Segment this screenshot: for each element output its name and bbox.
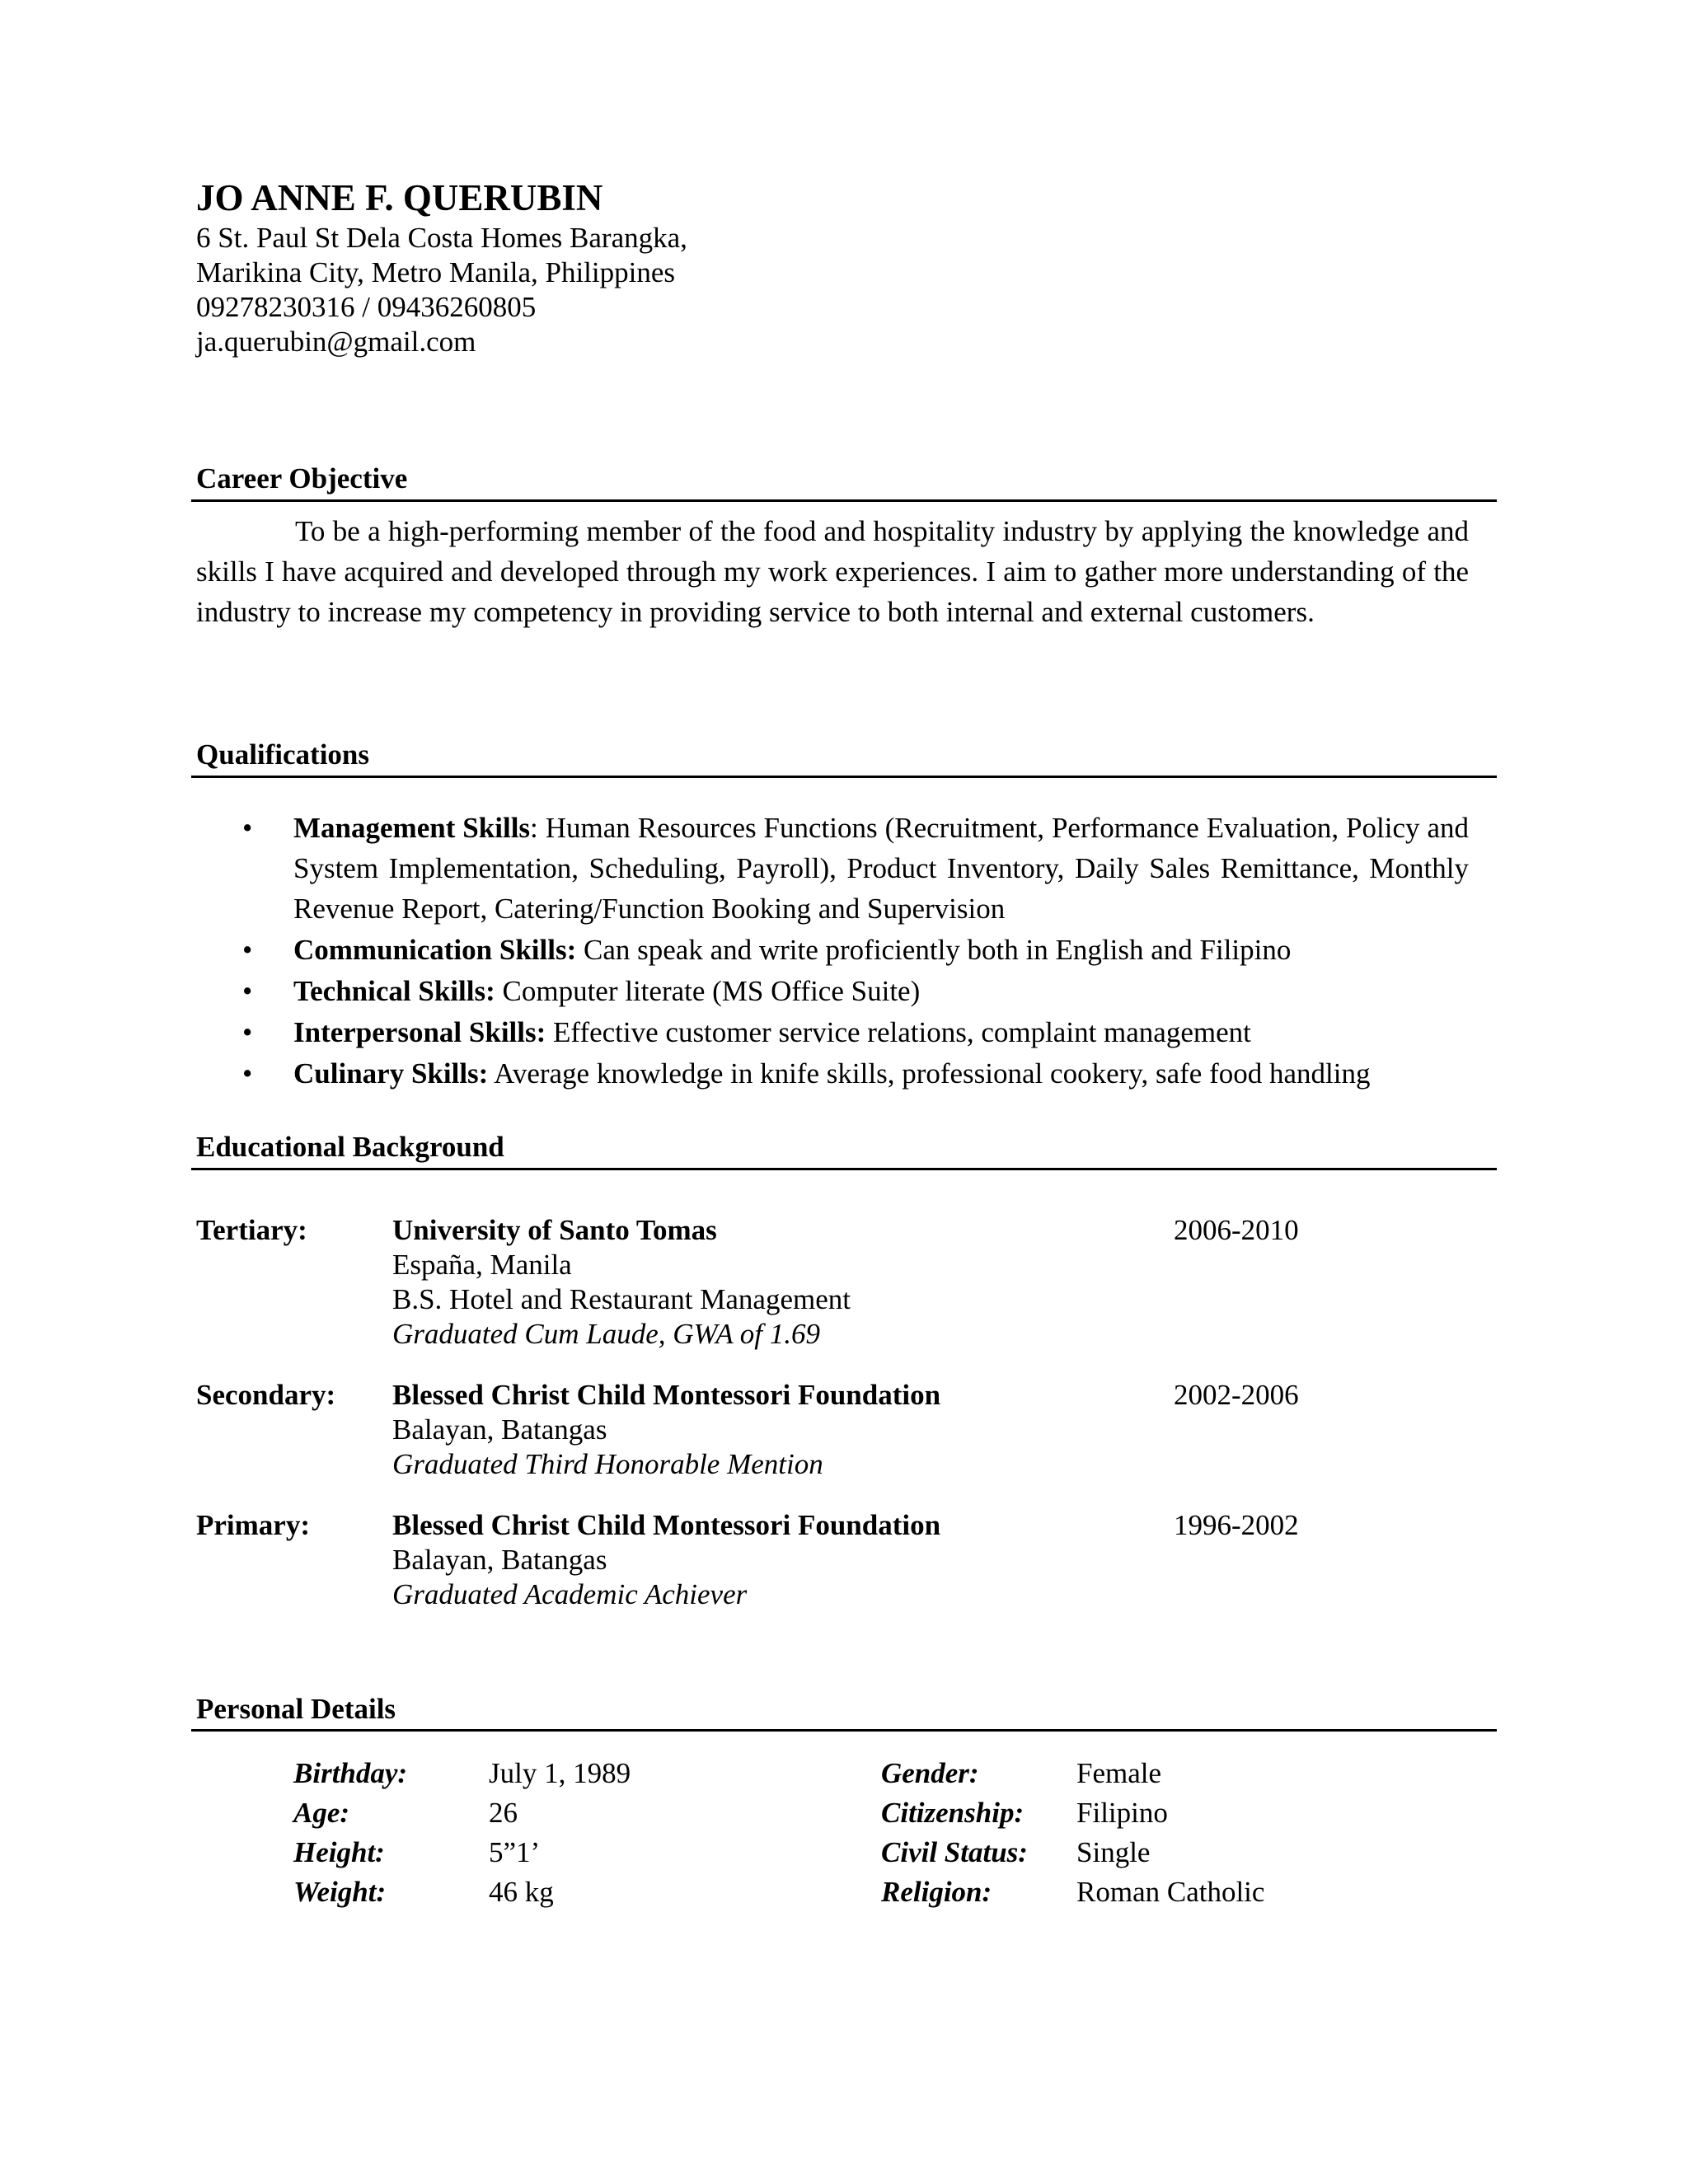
personal-detail-row [293,1833,1365,1872]
skill-label: Technical Skills: [293,975,495,1007]
skill-description: Can speak and write proficiently both in English and Filipino [584,934,1292,966]
bullet-icon: • [242,975,253,1007]
detail-label: Gender: [881,1757,979,1789]
skill-label: Communication Skills: [293,934,577,966]
honor: Graduated Third Honorable Mention [392,1448,823,1480]
section-title-qualifications: Qualifications [196,738,370,771]
skill-separator [546,1016,553,1048]
detail-value: 5”1’ [489,1836,541,1868]
education-level: Primary: [196,1509,310,1541]
section-divider [191,1168,1497,1170]
school-location: Balayan, Batangas [392,1413,607,1446]
personal-detail-row [293,1754,1365,1793]
section-title-education: Educational Background [196,1131,504,1163]
detail-value: 46 kg [489,1876,554,1908]
skill-separator [495,975,503,1007]
skill-separator [576,934,584,966]
list-item [196,1012,1469,1052]
honor: Graduated Cum Laude, GWA of 1.69 [392,1318,820,1350]
detail-label: Civil Status: [881,1836,1028,1868]
education-details [392,1508,940,1612]
detail-label: Weight: [293,1876,387,1908]
education-details [392,1213,851,1352]
address-line-2: Marikina City, Metro Manila, Philippines [196,256,676,288]
education-level: Tertiary: [196,1214,307,1246]
years-attended: 2006-2010 [1174,1214,1299,1246]
bullet-icon: • [242,1016,253,1048]
detail-value: 26 [489,1797,518,1829]
skill-description: Average knowledge in knife skills, professional cookery, safe food handling [494,1057,1371,1090]
contact-header [196,175,687,359]
section-divider [191,1729,1497,1732]
years-attended: 1996-2002 [1174,1509,1299,1541]
bullet-icon: • [242,1057,253,1090]
skill-description: Computer literate (MS Office Suite) [502,975,921,1007]
skill-label: Interpersonal Skills: [293,1016,546,1048]
applicant-name: JO ANNE F. QUERUBIN [196,177,603,218]
personal-detail-row [293,1793,1365,1833]
years-attended: 2002-2006 [1174,1379,1299,1411]
honor: Graduated Academic Achiever [392,1578,748,1610]
detail-label: Citizenship: [881,1797,1025,1829]
detail-value: Filipino [1076,1797,1168,1829]
skill-separator: : [530,812,546,844]
list-item [196,971,1469,1011]
detail-value: Female [1076,1757,1162,1789]
section-title-career-objective: Career Objective [196,462,408,494]
bullet-icon: • [242,934,253,966]
school-name: University of Santo Tomas [392,1214,717,1246]
list-item [196,930,1469,970]
career-objective-text: To be a high-performing member of the food and hospitality industry by applying the knowledge and skills I have acquired and developed through my work experiences. I aim to gather more understanding of the industry to increase my competency in providing service to both internal and external customers. [196,515,1469,628]
education-details [392,1378,940,1482]
email-address: ja.querubin@gmail.com [196,326,476,358]
personal-details-grid [293,1754,1365,1912]
school-location: España, Manila [392,1249,572,1281]
address-line-1: 6 St. Paul St Dela Costa Homes Barangka, [196,222,687,254]
phone-numbers: 09278230316 / 09436260805 [196,291,537,323]
skill-label: Management Skills [293,812,531,844]
school-name: Blessed Christ Child Montessori Foundation [392,1509,941,1541]
school-location: Balayan, Batangas [392,1544,607,1576]
skill-description: Effective customer service relations, complaint management [553,1016,1251,1048]
detail-value: Roman Catholic [1076,1876,1265,1908]
section-title-personal-details: Personal Details [196,1693,396,1725]
skill-label: Culinary Skills: [293,1057,489,1090]
personal-detail-row [293,1872,1365,1912]
detail-label: Age: [293,1797,350,1829]
list-item [196,1053,1469,1094]
bullet-icon: • [242,812,253,844]
qualifications-list [196,808,1469,1094]
detail-value: July 1, 1989 [489,1757,631,1789]
section-divider [191,499,1497,502]
school-name: Blessed Christ Child Montessori Foundation [392,1379,941,1411]
detail-label: Birthday: [293,1757,408,1789]
degree: B.S. Hotel and Restaurant Management [392,1283,851,1315]
list-item [196,808,1469,929]
detail-value: Single [1076,1836,1151,1868]
section-divider [191,776,1497,778]
education-level: Secondary: [196,1379,336,1411]
skill-description: Human Resources Functions (Recruitment, Performance Evaluation, Policy and System Implementation, Scheduling, Payroll), Product Inventory, Daily Sales Remittance, Monthly Revenue Report, Catering/Function Booking and Supervision [293,812,1469,925]
detail-label: Height: [293,1836,385,1868]
detail-label: Religion: [881,1876,992,1908]
